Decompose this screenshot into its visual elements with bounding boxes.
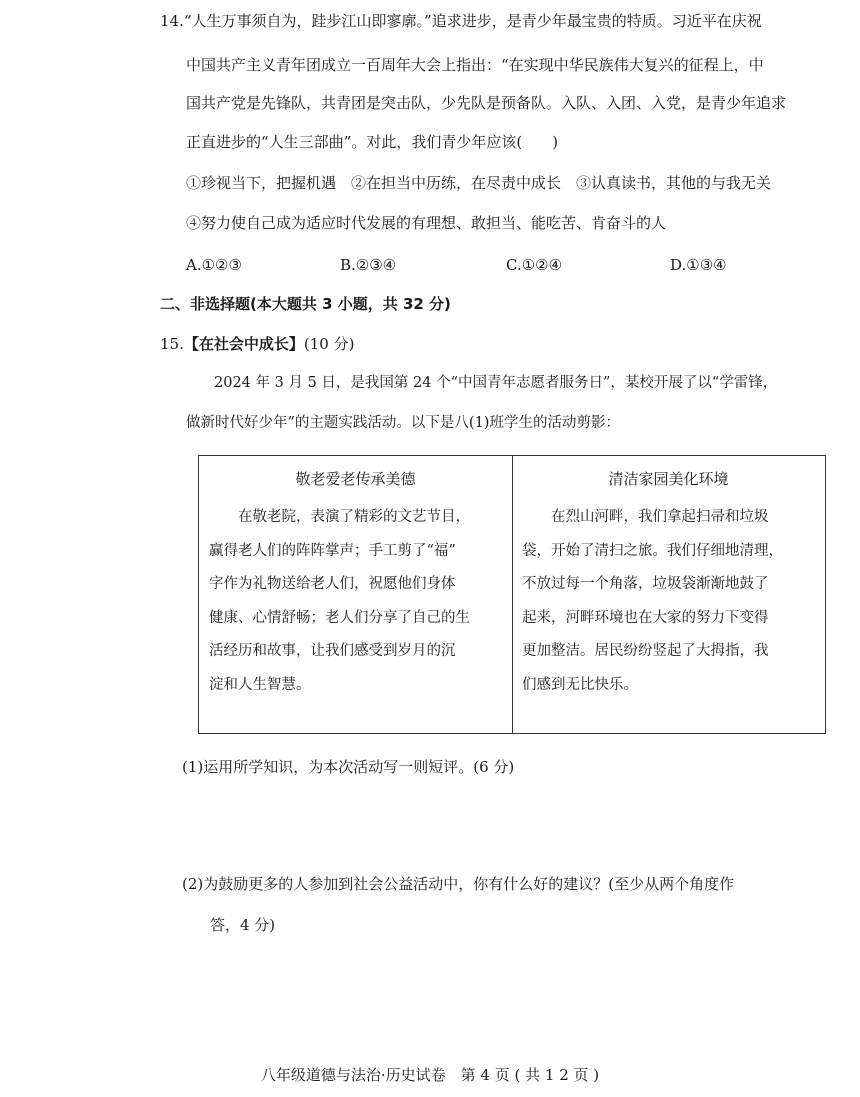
q15-intro-line-1: 2024 年 3 月 5 日，是我国第 24 个“中国青年志愿者服务日”，某校开展了以“学雷锋， <box>214 375 778 391</box>
activity-text-elderly <box>209 506 502 707</box>
activity-text-line: 活经历和故事，让我们感受到岁月的沉 <box>209 643 456 659</box>
q14-stem-line-3: 国共产党是先锋队，共青团是突击队，少先队是预备队。入队、入团、入党，是青少年追求 <box>186 94 787 112</box>
q14-stem-line-1: 14.“人生万事须自为，跬步江山即寥廓。”追求进步，是青少年最宝贵的特质。习近平在庆祝 <box>160 12 762 30</box>
section-2-heading: 二、非选择题(本大题共 3 小题，共 32 分) <box>160 295 451 313</box>
activity-text-line: 赢得老人们的阵阵掌声；手工剪了“福” <box>209 542 456 559</box>
activity-text-line: 起来，河畔环境也在大家的努力下变得 <box>522 609 769 626</box>
q14-choices <box>186 254 746 276</box>
q15-score: (10 分) <box>303 335 355 353</box>
q15-number: 15. <box>160 335 184 353</box>
activity-column-environment <box>512 456 825 733</box>
q14-choice-a[interactable]: A.①②③ <box>186 256 242 274</box>
q14-choice-c[interactable]: C.①②④ <box>506 256 563 274</box>
activity-text-line: 袋，开始了清扫之旅。我们仔细地清理， <box>522 542 783 559</box>
activity-column-elderly <box>199 456 513 733</box>
q15-subquestion-2-line-2: 答，4 分) <box>210 916 276 934</box>
activity-text-line: 在敬老院，表演了精彩的文艺节目， <box>209 509 470 525</box>
q15-heading <box>160 333 354 355</box>
q14-statements-line-1: ①珍视当下，把握机遇 ②在担当中历练，在尽责中成长 ③认真读书，其他的与我无关 <box>186 174 772 192</box>
activity-text-line: 在烈山河畔，我们拿起扫帚和垃圾 <box>522 509 769 525</box>
q15-subquestion-1: (1)运用所学知识，为本次活动写一则短评。(6 分) <box>182 758 515 776</box>
q14-stem-line-4: 正直进步的“人生三部曲”。对此，我们青少年应该( ) <box>186 133 559 151</box>
q14-stem-line-2: 中国共产主义青年团成立一百周年大会上指出：“在实现中华民族伟大复兴的征程上，中 <box>186 56 764 74</box>
activity-table <box>198 455 826 734</box>
activity-text-line: 淀和人生智慧。 <box>209 676 311 693</box>
q15-subquestion-2-line-1: (2)为鼓励更多的人参加到社会公益活动中，你有什么好的建议？(至少从两个角度作 <box>182 875 735 893</box>
q15-intro-line-2: 做新时代好少年”的主题实践活动。以下是八(1)班学生的活动剪影： <box>186 415 620 431</box>
q14-choice-b[interactable]: B.②③④ <box>340 256 397 274</box>
q15-topic: 【在社会中成长】 <box>183 335 304 353</box>
activity-title-environment: 清洁家园美化环境 <box>608 470 729 488</box>
activity-title-elderly: 敬老爱老传承美德 <box>295 470 416 488</box>
q14-statements-line-2: ④努力使自己成为适应时代发展的有理想、敢担当、能吃苦、肯奋斗的人 <box>186 214 667 232</box>
activity-text-line: 更加整洁。居民纷纷竖起了大拇指，我 <box>522 643 769 659</box>
activity-text-line: 健康、心情舒畅；老人们分享了自己的生 <box>209 609 470 626</box>
activity-text-line: 字作为礼物送给老人们，祝愿他们身体 <box>209 576 456 592</box>
activity-text-environment <box>522 506 815 707</box>
activity-text-line: 不放过每一个角落，垃圾袋渐渐地鼓了 <box>522 576 769 592</box>
q14-choice-d[interactable]: D.①③④ <box>670 256 727 274</box>
page-footer: 八年级道德与法治·历史试卷 第 4 页 ( 共 1 2 页 ) <box>260 1066 600 1084</box>
activity-text-line: 们感到无比快乐。 <box>522 676 638 693</box>
